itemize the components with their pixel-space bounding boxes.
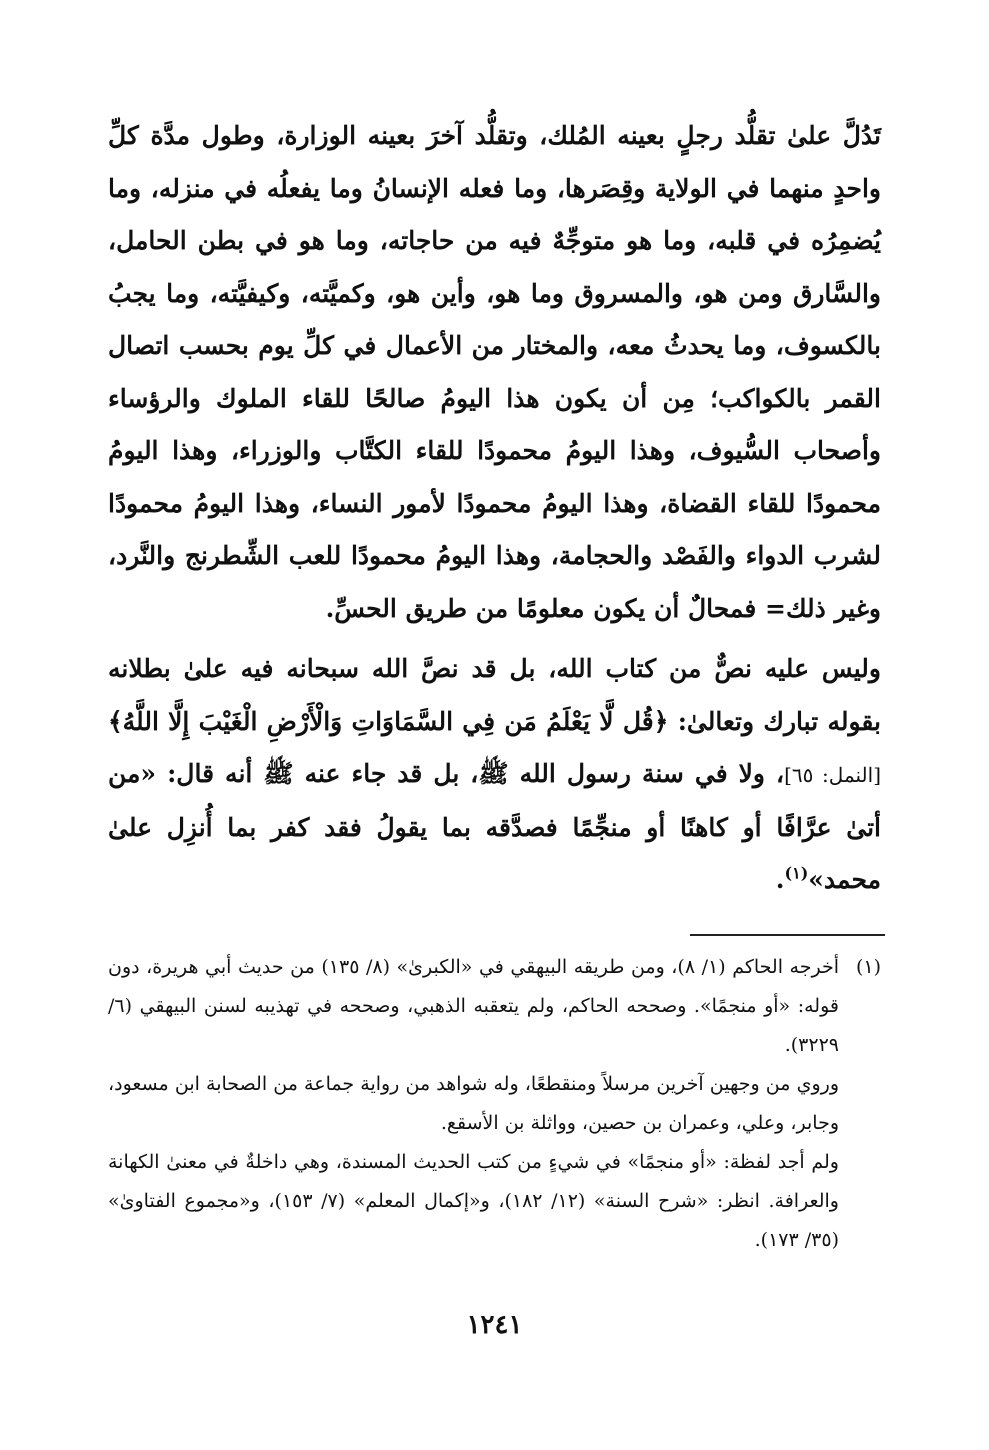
paragraph-2-opening: وليس عليه نصٌّ من كتاب الله، بل قد نصَّ الله سبحانه فيه علىٰ بطلانه بقوله تبارك وتعالىٰ: [108,654,881,736]
footnote-1-continuation-1 [108,1065,881,1143]
main-paragraph-2 [108,643,881,907]
main-text-block [108,110,881,907]
page-number: ١٢٤١ [466,1310,523,1340]
footnote-1-number: (١) [855,956,881,978]
footnote-1 [108,948,881,1065]
footnote-3-text: ولم أجد لفظة: «أو منجمًا» في شيءٍ من كتب الحديث المسندة، وهي داخلةٌ في معنىٰ الكهانة والعرافة. انظر: «شرح السنة» (١٢/ ١٨٢)، و«إكمال المعلم» (٧/ ١٥٣)، و«مجموع الفتاوىٰ» (٣٥/ ١٧٣). [108,1151,839,1251]
paragraph-2-hadith: ، ولا في سنة رسول الله ﷺ، بل قد جاء عنه ﷺ أنه قال: «من أتىٰ عرَّافًا أو كاهنًا أو منجِّمًا فصدَّقه بما يقولُ فقد كفر بما أُنزِل علىٰ محمد» [108,759,881,894]
footnote-reference[interactable]: (١) [784,863,809,883]
footnote-1-continuation-2 [108,1143,881,1260]
verse-citation: [النمل: ٦٥] [784,763,881,787]
footnote-separator [690,934,885,936]
main-paragraph-1: تَدُلَّ علىٰ تقلُّد رجلٍ بعينه المُلك، وتقلُّد آخرَ بعينه الوزارة، وطول مدَّة كلِّ واحدٍ منهما في الولاية وقِصَرها، وما فعله الإنسانُ وما يفعلُه في منزله، وما يُضمِرُه في قلبه، وما هو متوجِّهٌ فيه من حاجاته، وما هو في بطن الحامل، والسَّارق ومن هو، والمسروق وما هو، وأين هو، وكميَّته، وكيفيَّته، وما يجبُ بالكسوف، وما يحدثُ معه، والمختار من الأعمال في كلِّ يوم بحسب اتصال القمر بالكواكب؛ مِن أن يكون هذا اليومُ صالحًا للقاء الملوك والرؤساء وأصحاب السُّيوف، وهذا اليومُ محمودًا للقاء الكتَّاب والوزراء، وهذا اليومُ محمودًا للقاء القضاة، وهذا اليومُ محمودًا لأمور النساء، وهذا اليومُ محمودًا لشرب الدواء والفَصْد والحجامة، وهذا اليومُ محمودًا للعب الشِّطرنج والنَّرد، وغير ذلك= فمحالٌ أن يكون معلومًا من طريق الحسِّ. [108,121,881,623]
footnotes-block [108,948,881,1260]
footnote-2-text: وروي من وجهين آخرين مرسلاً ومنقطعًا، وله شواهد من رواية جماعة من الصحابة ابن مسعود، وجابر، وعلي، وعمران بن حصين، وواثلة بن الأسقع. [108,1073,839,1134]
footnote-1-text: أخرجه الحاكم (١/ ٨)، ومن طريقه البيهقي في «الكبرىٰ» (٨/ ١٣٥) من حديث أبي هريرة، دون قوله: «أو منجمًا». وصححه الحاكم، ولم يتعقبه الذهبي، وصححه في تهذيبه لسنن البيهقي (٦/ ٣٢٢٩). [108,956,839,1056]
quran-verse: ﴿قُل لَّا يَعْلَمُ مَن فِي السَّمَاوَاتِ وَالْأَرْضِ الْغَيْبَ إِلَّا اللَّهُ﴾ [108,706,669,736]
paragraph-2-end: . [775,865,785,894]
